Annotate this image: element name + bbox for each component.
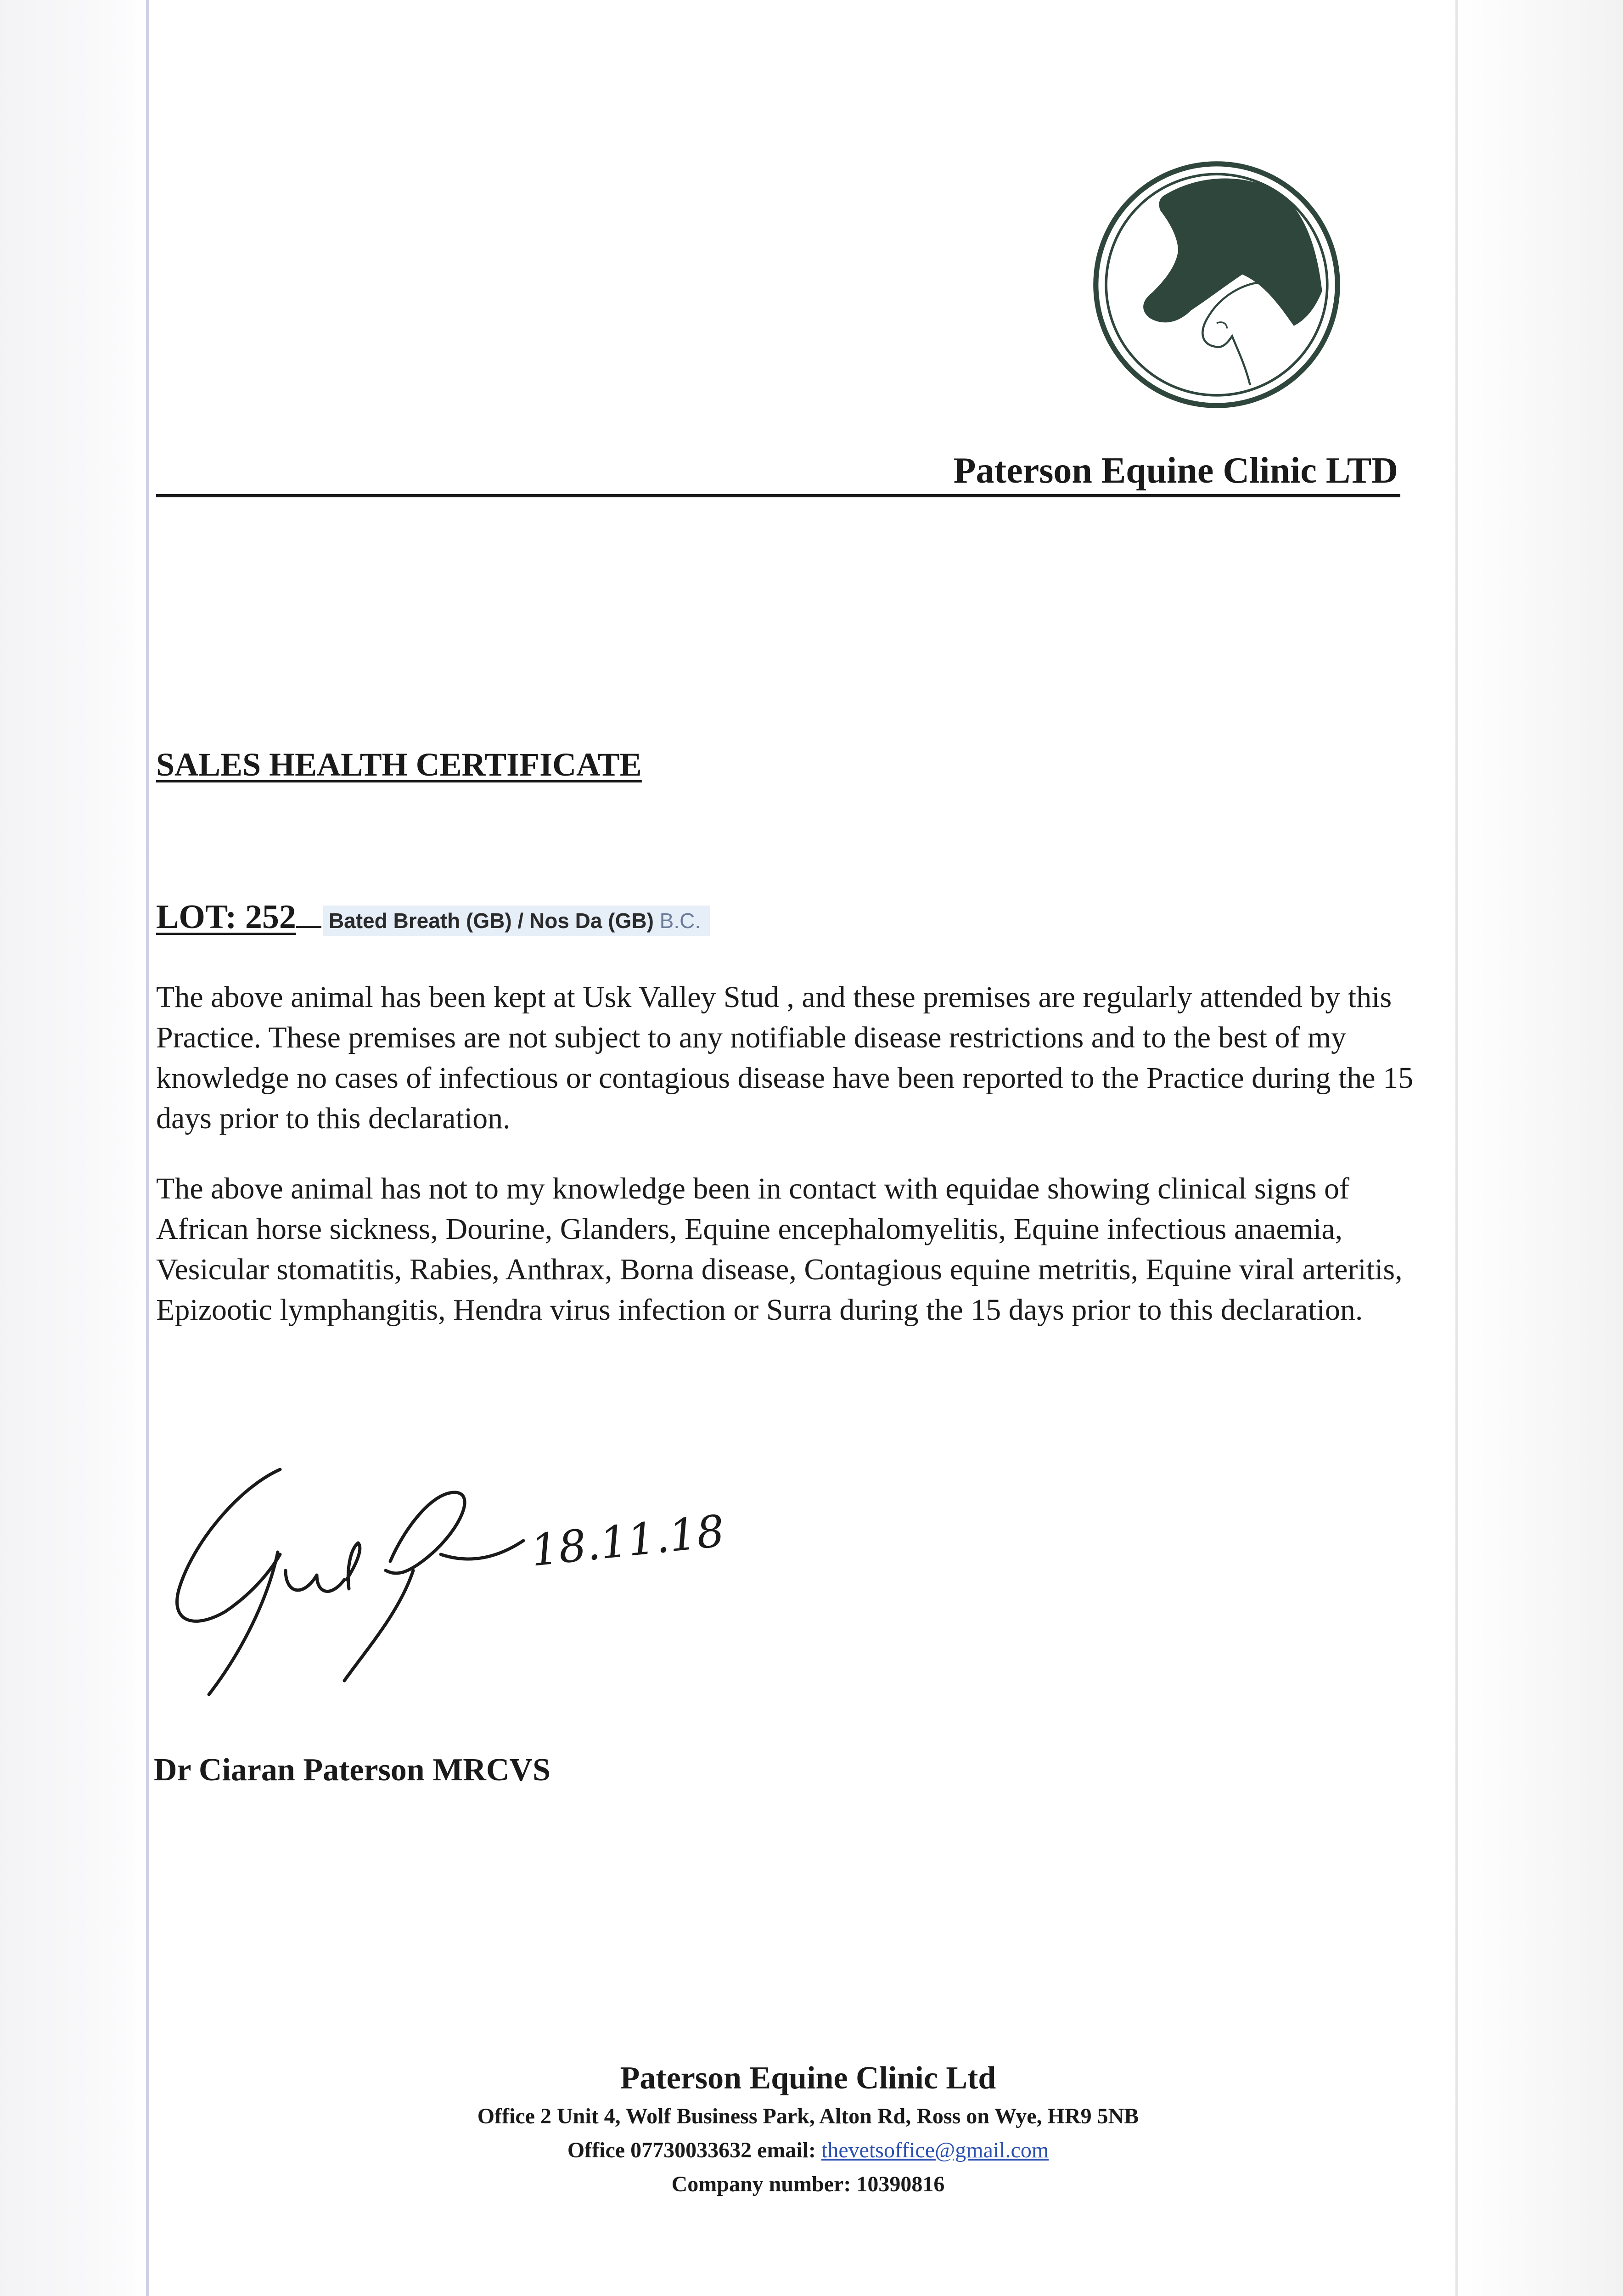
handwritten-signature <box>165 1456 762 1713</box>
scan-edge-left <box>0 0 146 2296</box>
footer-address: Office 2 Unit 4, Wolf Business Park, Alton Rd, Ross on Wye, HR9 5NB <box>477 2104 1139 2128</box>
scan-line-right <box>1455 0 1458 2296</box>
header-clinic-name: Paterson Equine Clinic LTD <box>953 450 1398 491</box>
lot-horse-highlight <box>323 906 710 936</box>
lot-underline-gap <box>296 921 321 928</box>
signatory-name: Dr Ciaran Paterson MRCVS <box>154 1752 550 1788</box>
disease-contact-paragraph: The above animal has not to my knowledge been in contact with equidae showing clinical signs of African horse sickness, Dourine, Glanders, Equine encephalomyelitis, Equine infectious anaemia, Vesicular stomatitis, Rabies, Anthrax, Borna disease, Contagious equine metritis, Equine viral arteritis, Epizootic lymphangitis, Hendra virus infection or Surra during the 15 days prior to this declaration. <box>156 1172 1403 1327</box>
header-rule <box>156 494 1400 497</box>
lot-horse-suffix: B.C. <box>659 909 701 933</box>
footer-phone: Office 07730033632 email: <box>567 2138 822 2162</box>
scan-line-left <box>146 0 149 2296</box>
footer-contact-line <box>257 2133 1359 2167</box>
footer-email-link[interactable]: thevetsoffice@gmail.com <box>821 2138 1049 2162</box>
footer-company-number: Company number: 10390816 <box>671 2172 945 2196</box>
lot-number: LOT: 252 <box>156 898 296 936</box>
footer <box>257 2057 1359 2201</box>
premises-declaration-paragraph: The above animal has been kept at Usk Valley Stud , and these premises are regularly attended by this Practice. These premises are not subject to any notifiable disease restrictions and to the best of my knowledge no cases of infectious or contagious disease have been reported to the Practice during the 15 days prior to this declaration. <box>156 980 1414 1135</box>
lot-horse-pedigree: Bated Breath (GB) / Nos Da (GB) <box>328 909 654 933</box>
document-title: SALES HEALTH CERTIFICATE <box>156 746 642 783</box>
horse-and-foal-head-icon <box>1088 156 1345 413</box>
scan-edge-right <box>1449 0 1623 2296</box>
lot-line <box>156 898 710 939</box>
signature-date: 18.11.18 <box>528 1506 727 1576</box>
footer-company-name: Paterson Equine Clinic Ltd <box>620 2060 996 2096</box>
